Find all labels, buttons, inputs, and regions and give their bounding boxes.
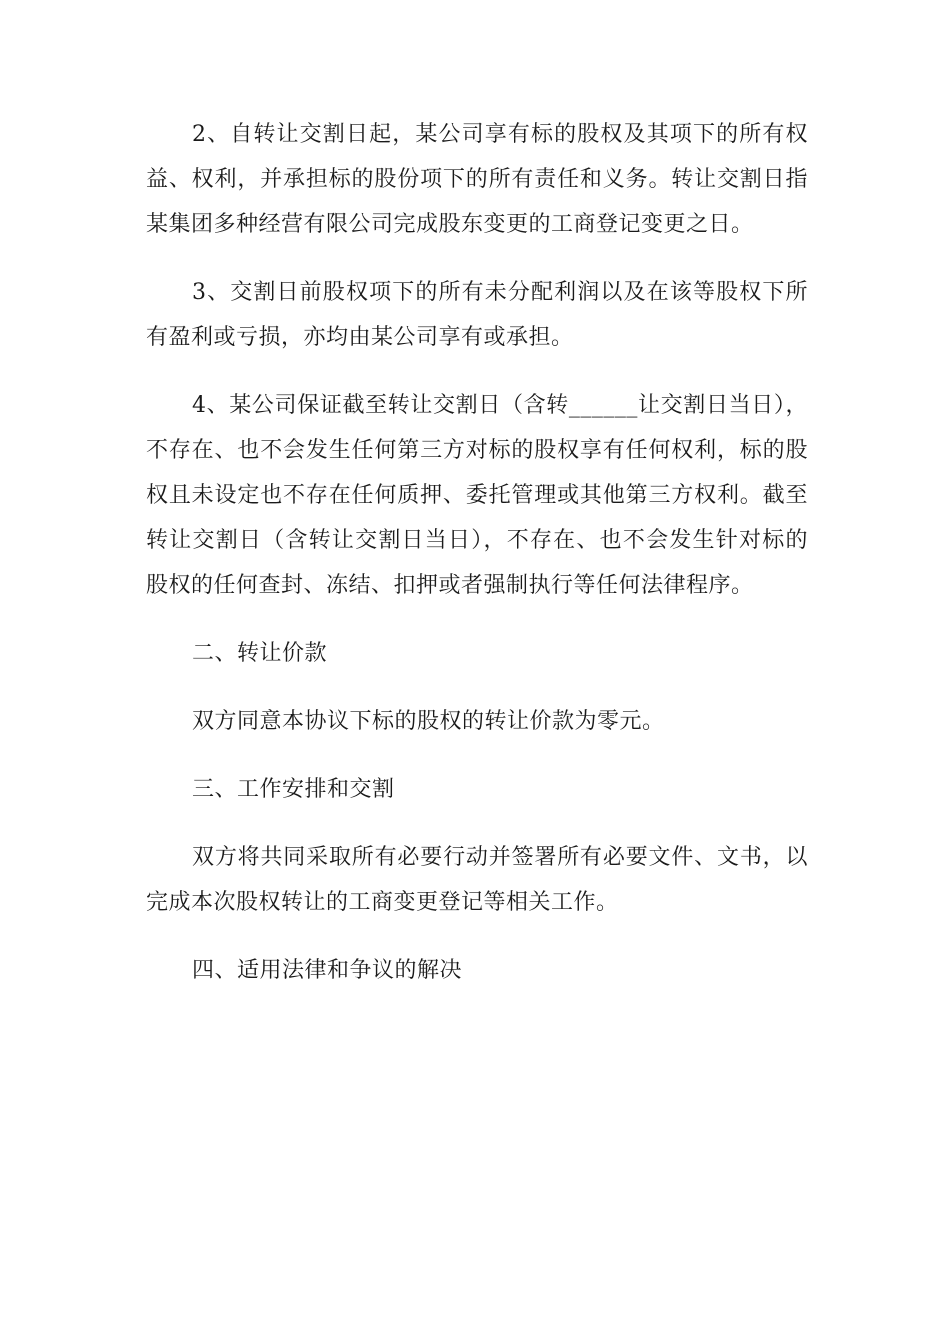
- section-2-body: 双方同意本协议下标的股权的转让价款为零元。: [192, 709, 665, 734]
- section-3-heading: 三、工作安排和交割: [192, 777, 395, 802]
- section-3-body: 双方将共同采取所有必要行动并签署所有必要文件、文书，以完成本次股权转让的工商变更登记等相关工作。: [146, 845, 808, 915]
- clause-3-paragraph: 3、交割日前股权项下的所有未分配利润以及在该等股权下所有盈利或亏损，亦均由某公司享有或承担。: [146, 280, 808, 350]
- document-body: [146, 112, 808, 1016]
- clause-4-paragraph: 4、某公司保证截至转让交割日（含转______让交割日当日），不存在、也不会发生任何第三方对标的股权享有任何权利，标的股权且未设定也不存在任何质押、委托管理或其他第三方权利。截至转让交割日（含转让交割日当日），不存在、也不会发生针对标的股权的任何查封、冻结、扣押或者强制执行等任何法律程序。: [146, 393, 808, 598]
- section-2-heading: 二、转让价款: [192, 641, 328, 666]
- clause-2-paragraph: 2、自转让交割日起，某公司享有标的股权及其项下的所有权益、权利，并承担标的股份项下的所有责任和义务。转让交割日指某集团多种经营有限公司完成股东变更的工商登记变更之日。: [146, 122, 808, 237]
- section-4-heading: 四、适用法律和争议的解决: [192, 958, 463, 983]
